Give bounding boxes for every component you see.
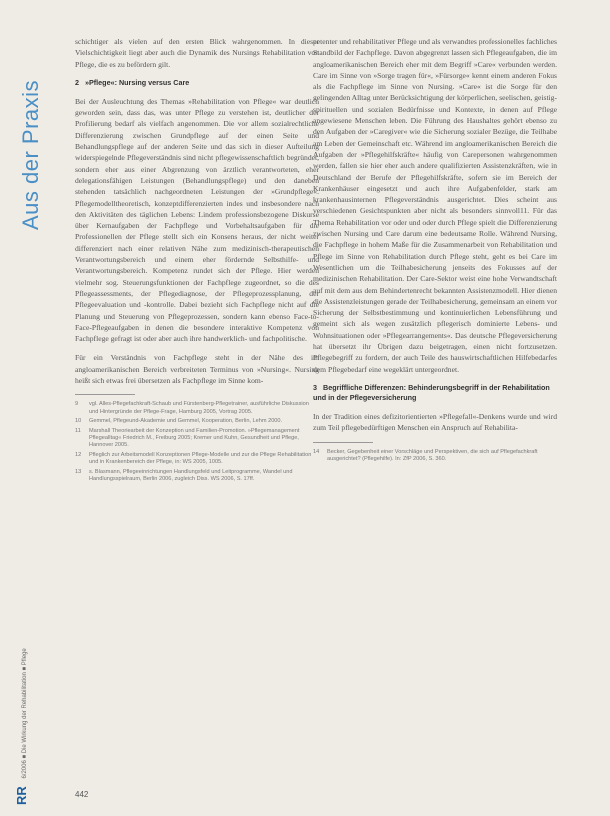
right-paragraph-1: petenter und rehabilitativer Pflege und als verwandtes professionelles fachliches Standbild der Fachpflege. Davon abgegrenzt lassen sich Pflegeaufgaben, die im angloamerikanischen Bereich eher mit dem Begriff »Care« verbunden werden. Care im Sinne von »Sorge tragen für«, »Fürsorge« kennt einem anderen Fokus als die Fachpflege im Sinne von Nursing. »Care« ist die Sorge für den gelingenden Alltag unter Berücksichtigung der körperlichen, seelischen, geistig-spirituellen und sozialen Bedürfnisse und Kontexte, in denen auf Pflege angewiesene Menschen leben. Die Führung des Haushaltes gehört ebenso zu den Aufgaben der »Caregiver« wie die Sicherung sozialer Bezüge, die Teilhabe am Leben der Gemeinschaft etc. Während im angloamerikanischen Bereich die Aufgaben der »Pflegehilfskräfte« häufig von Carepersonen wahrgenommen werden, fallen sie hier eher auch andere qualifizierten Assistenzkräften, wie in Deutschland der Berufe der Pflegehilfskräfte, sofern sie im Bereich der Krankenhäuser eingesetzt und auch ihre Aufgabenfelder, stark am krankenhausinternen Pflegeverständnis ausgerichtet. Dies scheint aus verschiedenen Gesichtspunkten aber nicht als besonders sinnvoll11. Für das Thema Rehabilitation vor oder und oder durch Pflege spielt die Differenzierung zwischen Nursing und Care darum eine bedeutsame Rolle. Während Nursing, die Fachpflege in hohem Maße für die Zusammenarbeit von Rehabilitation und Pflege im Sinne von Rehabilitation durch Pflege steht, geht es bei Care im Wesentlichen um die Teilhabesicherung jenseits des Fokusses auf der medizinischen Rehabilitation. Der Care-Sektor weist eine hohe Verwandtschaft auf mit dem aus dem Behindertenrecht bekannten Assistenzmodell. Hier dienen die Assistenzleistungen gerade der Teilhabesicherung, gemeinsam an einem vor Sicherung der Selbstbestimmung und kontinuierlichen Lebensführung und gemeint sich als wegen zusätzlich pflegerisch dominierte Lebens- und Wohnsituationen oder »Pflegearrangements«. Das deutsche Pflegeversicherung hat übersetzt ihr Übrigen dazu beigetragen, einen nicht fortzusetzen. Pflegebegriff zu fordern, der auch Teile des hauswirtschaftlichen Hilfebedarfes dem Pflegebedarf eine wegeklärt untergeordnet. — [313, 37, 557, 374]
section-heading-2 — [75, 78, 319, 88]
footnote — [75, 469, 319, 484]
section-heading-number: 2 — [75, 77, 79, 87]
section-heading-3 — [313, 383, 557, 403]
right-column — [313, 36, 557, 465]
journal-running-title: 6/2006 ■ Die Wirkung der Rehabilitation ■ Pflege — [22, 648, 28, 779]
footnote-number: 11 — [75, 427, 81, 434]
left-column — [75, 36, 319, 485]
section-heading-number: 3 — [313, 382, 317, 392]
footnote-text: s. Blasmann, Pflegeeinrichtungen Handlungsfeld und Leitprogramme, Wandel und Handlungsspielraum, Berlin 2006, zugleich Diss. WS 2006, S. 17ff. — [89, 468, 293, 482]
journal-logo: RR — [14, 786, 29, 805]
footnote-divider — [313, 442, 373, 443]
footnote — [313, 449, 557, 464]
footnote-text: Gemmel, Pflegeund-Akademie und Gemmel, Kooperation, Berlin, Lehm 2000. — [89, 418, 283, 425]
left-paragraph-3: Für ein Verständnis von Fachpflege steht in der Nähe des im angloamerikanischen Bereich verbreiteten Terminus von »Nursing«. Nursing heißt sich etwas frei übersetzen als Fachpflege im Sinne kom- — [75, 353, 319, 386]
footnote — [75, 401, 319, 416]
section-heading-text: »Pflege«: Nursing versus Care — [85, 77, 190, 87]
right-paragraph-2: In der Tradition eines defizitorientierten »Pflegefall«-Denkens wurde und wird zum Teil pflegebedürftigen Menschen ein Anspruch auf Rehabilita- — [313, 411, 557, 433]
footnote-number: 14 — [313, 448, 320, 455]
footnote-text: vgl. Alles-Pflegefachkraft-Schaub und Fürstenberg-Pflegetrainer, ausführliche Diskussion und Hintergründe der Pflege-Frage, Hamburg 2005, Vortrag 2005. — [89, 401, 309, 415]
journal-spine — [14, 648, 29, 805]
footnote-text: Becker, Gegebenheit einer Vorschläge und Perspektiven, die sich auf Pflegefachkraft ausgerichtet? (Pflegehilfe). In: ZfP 2006, S. 360. — [327, 448, 538, 462]
footnote-text: Pfleglich zur Arbeitsmodell Konzeptionen Pflege-Modelle und zur die Pflege Rehabilitation und in Krankenbereich der Pflege, in: WS 2005, 1005. — [89, 451, 312, 466]
footnote-number: 10 — [75, 418, 82, 425]
footnote — [75, 452, 319, 467]
footnote — [75, 418, 319, 425]
page-number: 442 — [75, 790, 89, 799]
footnote-divider — [75, 394, 135, 395]
section-label: Aus der Praxis — [18, 79, 43, 230]
footnote-text: Marshall Theoriearbeit der Konzeption und Familien-Promotion. »Pflegemanagement Pflegealltag« Friedrich M., Freiburg 2005; Kremer und Kuhn, Gesundheit und Pflege, Hannover 2005. — [89, 427, 300, 449]
left-paragraph-1: schichtiger als vielen auf den ersten Blick wahrgenommen. In dieser Vielschichtigkeit liegt aber auch die Dynamik des Nursings Rehabilitation von Pflege, die es zu befördern gilt. — [75, 37, 319, 69]
footnote-number: 13 — [75, 468, 82, 475]
section-heading-text: Begriffliche Differenzen: Behinderungsbegriff in der Rehabilitation und in der Pflegeversicherung — [313, 382, 550, 402]
footnote-number: 12 — [75, 451, 82, 458]
footnote — [75, 428, 319, 450]
footnote-number: 9 — [75, 401, 79, 408]
left-paragraph-2: Bei der Ausleuchtung des Themas »Rehabilitation von Pflege« war deutlich geworden sein, dass das, was unter Pflege zu verstehen ist, deutlicher der Profilierung bedarf als vielfach angenommen. Die vor allem sozialrechtliche Differenzierung zwischen Grundpflege auf der einen Seite und Behandlungspflege auf der anderen Seite und das sich in dieser Aufteilung widerspiegelnde Pflegeverständnis sind nicht pflegewissenschaftlich begründet, sondern eher aus einer Abgrenzung von ärztlich verantworteten, eher delegationsfähigen Leistungen (Behandlungspflege) und den daneben stehenden tatsächlich nachgeordneten Leistungen der »Grundpflege«. Pflegemodelltheoretisch, konzeptdifferenzierten indes und insbesondere nach den Aktivitäten des täglichen Lebens: Lindem professionsbezogene Diskurse über Kernaufgaben der Fachpflege und Vorbehaltsaufgaben für die Professionellen der Pflege stellt sich ein Konsens heraus, der nicht weiter differenziert nach einer relativen Nähe zum medizinisch-therapeutischen Verantwortungsbereich und einem eher fördernde Selbsthilfe- und Verantwortungsbereich. Kompetenz rundet sich der Pflege. Hier werden vielmehr sog. Steuerungsfunktionen der Fachpflege zugeordnet, so die des Pflegeassessments, der Pflegediagnose, der Pflegeprozessplanung, der Pflegeevaluation und -kontrolle. Dabei bezieht sich Fachpflege nicht auf die Planung und Steuerung von Pflegeprozessen, sondern kann ebenso Face-to-Face-Pflegeaufgaben in denen die besondere interaktive Kompetenz von Fachpflege gefragt ist oder aber auch ihre handwerklich- und fachpolitische. — [75, 96, 319, 344]
